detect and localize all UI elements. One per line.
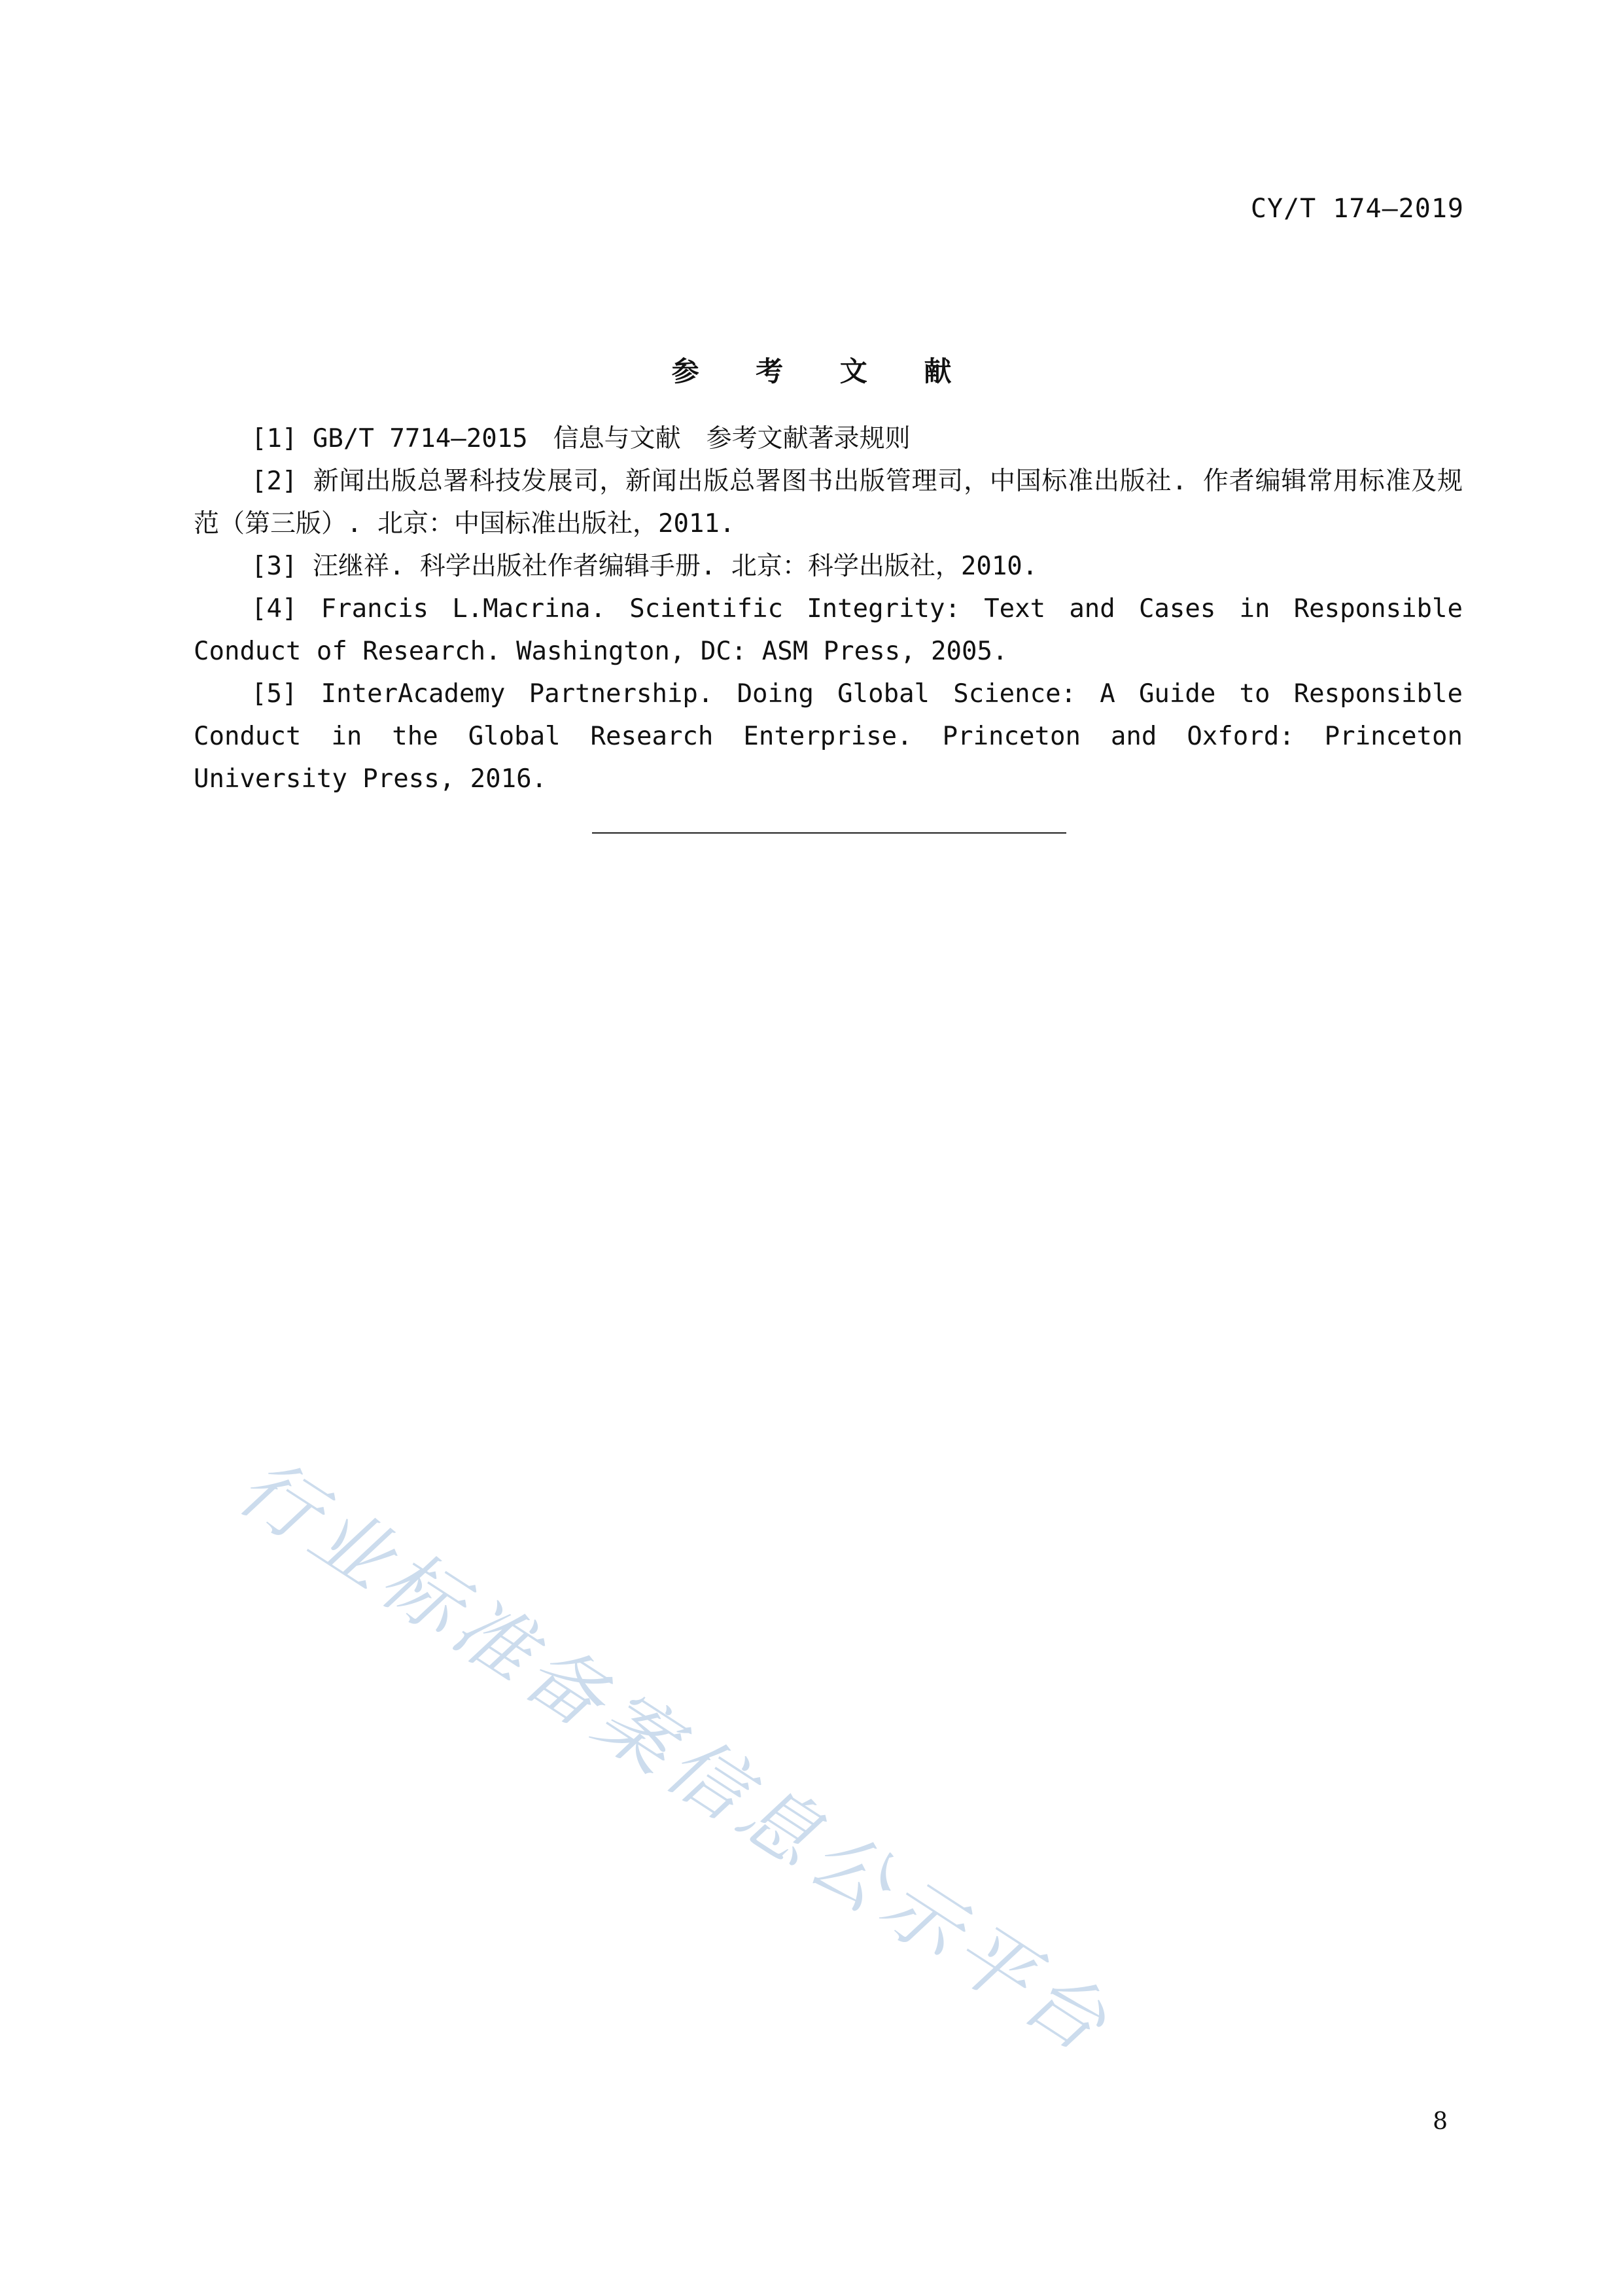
reference-number: [1] <box>251 424 298 453</box>
document-code: CY/T 174—2019 <box>1250 194 1464 224</box>
reference-text: GB/T 7714—2015 信息与文献 参考文献著录规则 <box>297 424 911 453</box>
watermark: 行业标准备案信息公示平台 <box>222 1440 1128 2073</box>
reference-item <box>194 588 1463 673</box>
reference-item <box>194 417 1463 460</box>
reference-item <box>194 673 1463 800</box>
reference-number: [2] <box>251 467 298 496</box>
references-heading: 参 考 文 献 <box>671 355 975 387</box>
reference-item <box>194 545 1463 588</box>
end-divider <box>592 832 1066 834</box>
reference-text: 汪继祥. 科学出版社作者编辑手册. 北京：科学出版社，2010. <box>297 552 1038 581</box>
reference-number: [3] <box>251 552 298 581</box>
reference-number: [5] <box>251 679 298 709</box>
page-number: 8 <box>1433 2108 1448 2135</box>
reference-text: 新闻出版总署科技发展司，新闻出版总署图书出版管理司，中国标准出版社. 作者编辑常用标准及规范（第三版）. 北京：中国标准出版社，2011. <box>194 467 1463 539</box>
reference-item <box>194 460 1463 545</box>
reference-text: Francis L.Macrina. Scientific Integrity: Text and Cases in Responsible Conduct of Research. Washington, DC: ASM Press, 2005. <box>194 594 1463 666</box>
reference-number: [4] <box>251 594 298 624</box>
reference-list <box>194 417 1463 800</box>
reference-text: InterAcademy Partnership. Doing Global Science: A Guide to Responsible Conduct in the Global Research Enterprise. Princeton and Oxford: Princeton University Press, 2016. <box>194 679 1463 794</box>
